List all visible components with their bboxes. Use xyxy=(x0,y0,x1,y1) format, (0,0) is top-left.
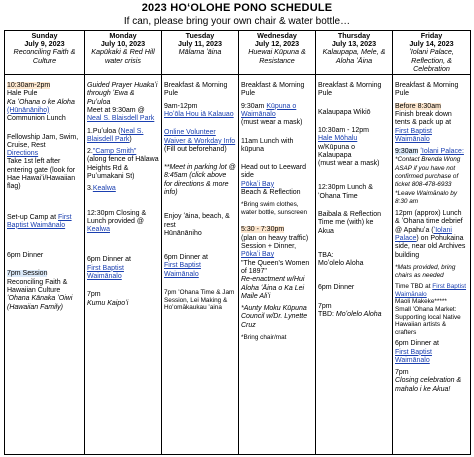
spacer xyxy=(318,172,390,184)
hale-mohalu-link[interactable]: Hale Mōhalu xyxy=(318,135,358,143)
tuesday-workday xyxy=(164,103,236,120)
iolani-palace-link[interactable]: ʻIolani Palace: xyxy=(420,148,464,156)
day-name: Sunday xyxy=(31,31,58,40)
day-theme: Huewai Kūpuna & Resistance xyxy=(248,47,306,65)
stop-label: 3. xyxy=(87,185,93,193)
event-note: (Fill out beforehand) xyxy=(164,145,227,153)
event-label: "The Queen's Women of 1897" xyxy=(241,259,310,275)
event-label: Kalaupapa Wikiō xyxy=(318,108,371,116)
page-title: 2023 HOʻOLOHE PONO SCHEDULE xyxy=(141,2,333,14)
kealwa-link[interactable]: Kealwa xyxy=(92,185,116,193)
friday-pack-up xyxy=(395,103,468,144)
event-note: w/Kūpuna o Kalaupapa xyxy=(318,143,355,159)
stop-label: 2. xyxy=(87,148,93,156)
thursday-dinner xyxy=(318,284,390,292)
event-time: 5:30 - 7:30pm xyxy=(241,226,285,234)
event-label: Maoli Makeke***** xyxy=(395,298,447,306)
event-label: Reconciling Faith & Hawaiian Culture xyxy=(7,278,68,295)
event-label: Breakfast & Morning Pule xyxy=(164,82,228,98)
schedule-table xyxy=(4,30,471,455)
first-baptist-link[interactable]: First Baptist Waimānalo xyxy=(395,127,432,143)
sunday-hale-pule xyxy=(7,82,82,123)
sunday-session xyxy=(7,270,82,311)
monday-stop-2 xyxy=(87,148,159,181)
thursday-tba xyxy=(318,252,390,269)
event-note: *Contact Brenda Wong ASAP if you have not confirmed purchase of ticket 808-478-6933 xyxy=(395,156,461,189)
thursday-breakfast xyxy=(318,82,390,99)
day-name: Monday xyxy=(109,31,137,40)
content-row xyxy=(5,75,471,455)
event-label: Moʻolelo Aloha xyxy=(335,311,382,319)
monday-session xyxy=(87,291,159,308)
monday-dinner xyxy=(87,256,159,281)
event-time: Before 8:30am xyxy=(395,102,441,110)
thursday-lunch xyxy=(318,184,390,201)
event-label: Guided Prayer Huakaʻi through ʻEwa & Puʻuloa xyxy=(87,82,158,106)
event-label: 11am Lunch with kūpuna xyxy=(241,137,294,153)
event-label: Finish break down tents & pack up at xyxy=(395,110,452,127)
event-label: Breakfast & Morning Pule xyxy=(395,82,459,98)
sunday-dinner xyxy=(7,252,82,260)
day-theme: ʻIolani Palace, Reflection, & Celebration xyxy=(409,47,454,73)
event-time: 10:30am - 12pm xyxy=(318,126,369,134)
event-time: 7pm xyxy=(318,302,332,310)
monday-closing xyxy=(87,210,159,235)
kupuna-link[interactable]: Kūpuna o Waimānalo xyxy=(241,102,297,118)
event-label: Time TBD at xyxy=(395,283,431,291)
event-label: Kumu Kaipoʻi xyxy=(87,299,129,307)
kalauao-link[interactable]: Hoʻōla Hou iā Kalauao xyxy=(164,110,234,118)
day-header-friday xyxy=(393,31,471,75)
friday-mats xyxy=(395,264,468,279)
spacer xyxy=(164,242,236,254)
event-label: Fellowship Jam, Swim, Cruise, Rest xyxy=(7,133,79,149)
day-header-thursday xyxy=(316,31,393,75)
day-date: July 9, 2023 xyxy=(24,39,65,49)
spacer xyxy=(87,198,159,210)
event-time: 9am-12pm xyxy=(164,102,198,110)
event-label: Enjoy ʻāina, beach, & rest xyxy=(164,213,230,229)
event-label: 7pm ʻOhana Time & Jam Session, Lei Making & Hoʻomākaukau ʻaina xyxy=(164,289,235,312)
friday-breakfast xyxy=(395,82,468,99)
monday-prayer xyxy=(87,82,159,123)
event-time: 9:30am xyxy=(395,148,419,156)
first-baptist-link[interactable]: First Baptist Waimānalo xyxy=(164,262,201,278)
event-label: TBD: xyxy=(318,311,334,319)
monday-cell xyxy=(85,75,162,455)
directions-link[interactable]: Directions xyxy=(7,150,39,158)
event-label: Head out to Leeward side xyxy=(241,164,306,180)
event-label: 6pm Dinner at xyxy=(87,256,131,264)
event-note: *Leave Waimānalo by 8:30 am xyxy=(395,189,458,205)
wednesday-breakfast xyxy=(241,82,313,99)
day-date: July 10, 2023 xyxy=(100,39,146,49)
event-label: Communion Lunch xyxy=(7,115,66,123)
church-name: Ka ʻOhana o ke Aloha xyxy=(7,98,75,106)
sunday-cell xyxy=(5,75,85,455)
spacer xyxy=(7,234,82,252)
tuesday-enjoy xyxy=(164,213,236,238)
tuesday-meet-note xyxy=(164,164,236,197)
day-name: Thursday xyxy=(337,31,371,40)
event-note: *Bring chair/mat xyxy=(241,334,287,342)
day-theme: Kalaupapa, Mele, & Aloha ʻĀina xyxy=(322,47,386,65)
friday-palace xyxy=(395,148,468,206)
day-date: July 11, 2023 xyxy=(178,39,222,49)
monday-stop-3 xyxy=(87,185,159,193)
wednesday-cell xyxy=(239,75,316,455)
first-baptist-link[interactable]: First Baptist Waimānalo xyxy=(395,283,467,298)
event-label: 6pm Dinner at xyxy=(164,254,208,262)
event-note: (plan on heavy traffic) Session + Dinner, xyxy=(241,234,309,251)
day-theme: Mālama ʻāina xyxy=(178,47,222,57)
event-note: *Bring swim clothes, water bottle, sunscreen xyxy=(241,201,308,216)
day-header-sunday xyxy=(5,31,85,75)
pokai-bay-link[interactable]: Pōkaʻi Bay xyxy=(241,180,275,188)
thursday-cell xyxy=(316,75,393,455)
page-subtitle: If can, please bring your own chair & water bottle… xyxy=(123,16,351,27)
wednesday-beach xyxy=(241,164,313,197)
header-row xyxy=(5,31,471,75)
first-baptist-link[interactable]: First Baptist Waimānalo xyxy=(395,348,432,364)
sunday-fellowship xyxy=(7,134,82,192)
waiver-link[interactable]: Online Volunteer Waiver & Workday Info xyxy=(164,129,236,145)
event-label: Breakfast & Morning Pule xyxy=(241,82,305,98)
monday-stop-1 xyxy=(87,128,159,145)
day-date: July 12, 2023 xyxy=(254,39,300,49)
thursday-session xyxy=(318,303,390,320)
event-label: TBA: xyxy=(318,251,334,259)
first-baptist-link[interactable]: First Baptist Waimānalo xyxy=(87,264,124,281)
event-label: Closing celebration & mahalo i ke Akua! xyxy=(395,377,462,393)
friday-lunch xyxy=(395,210,468,260)
friday-celebration xyxy=(395,369,468,394)
event-label: Baibala & Reflection Time me (with) ke Akua xyxy=(318,210,382,235)
kealwa-link[interactable]: Kealwa xyxy=(87,226,110,234)
stop-label: 1.Puʻuloa ( xyxy=(87,127,121,135)
thursday-wikio xyxy=(318,109,390,117)
event-note: (must wear a mask) xyxy=(241,119,303,127)
day-date: July 13, 2023 xyxy=(331,39,377,49)
event-label: ʻOhana Time xyxy=(318,192,358,200)
tuesday-cell xyxy=(162,75,239,455)
event-label: Hūnānāniho xyxy=(164,229,202,237)
thursday-hale-mohalu xyxy=(318,127,390,168)
day-theme: Kapūkaki & Red Hill water crisis xyxy=(91,47,155,65)
spacer xyxy=(318,240,390,252)
day-theme: Reconciling Faith & Culture xyxy=(13,47,76,65)
event-label: Set-up Camp at xyxy=(7,213,57,221)
friday-market xyxy=(395,283,468,336)
event-label: Beach & Reflection xyxy=(241,188,301,196)
day-name: Friday xyxy=(420,31,443,40)
event-note: *Mats provided, bring chairs as needed xyxy=(395,263,456,279)
event-note: (must wear a mask) xyxy=(318,160,380,168)
friday-dinner xyxy=(395,340,468,365)
event-note: Re-enactment w/Hui Aloha ʻĀina o Ka Lei Maile Aliʻi xyxy=(241,276,305,300)
event-note: Small ʻOhana Market: Supporting local Native Hawaiian artists & crafters xyxy=(395,305,461,336)
tuesday-dinner xyxy=(164,254,236,279)
hunananiho-link[interactable]: (Hūnānāniho) xyxy=(7,106,50,114)
event-time: 7pm Session xyxy=(7,270,48,278)
event-label: 12:30pm Closing & Lunch provided @ xyxy=(87,209,147,225)
stop-note: (along fence of Hālawa Heights Rd & Puʻumakani St) xyxy=(87,156,159,180)
wednesday-bring-chair xyxy=(241,334,313,342)
day-header-wednesday xyxy=(239,31,316,75)
event-label: Breakfast & Morning Pule xyxy=(318,82,382,98)
event-label: 12:30pm Lunch & xyxy=(318,184,373,192)
blaisdell-park-link[interactable]: Neal S. Blaisdell Park xyxy=(87,115,155,123)
spacer xyxy=(318,272,390,284)
wednesday-bring xyxy=(241,201,313,216)
blaisdell-park-link[interactable]: Neal S. Blaisdell Park xyxy=(87,127,144,143)
event-label: 6pm Dinner xyxy=(318,284,355,292)
spacer xyxy=(7,196,82,214)
wednesday-council xyxy=(241,305,313,330)
camp-smith-link[interactable]: "Camp Smith" xyxy=(92,148,137,156)
tuesday-session xyxy=(164,289,236,312)
event-label: Moʻolelo Aloha xyxy=(318,260,364,268)
event-time: 7pm xyxy=(395,369,409,377)
event-time: 9:30am xyxy=(241,102,265,110)
event-label: 12pm (approx) Lunch & ʻOhana time debrief @ Apahuʻa ( xyxy=(395,210,463,234)
tuesday-breakfast xyxy=(164,82,236,99)
first-baptist-link[interactable]: First Baptist Waimānalo xyxy=(7,213,72,229)
event-time: Meet at 9:30am @ xyxy=(87,106,145,114)
day-date: July 14, 2023 xyxy=(409,39,454,49)
day-name: Tuesday xyxy=(185,31,215,40)
stop-close: ) xyxy=(129,135,132,143)
day-header-tuesday xyxy=(162,31,239,75)
event-time: 10:30am-2pm xyxy=(7,82,51,90)
day-header-monday xyxy=(85,31,162,75)
event-note: **Meet in parking lot @ 8:45am (click above for directions & more info) xyxy=(164,164,236,196)
event-label: Hale Pule xyxy=(7,90,38,98)
pokai-bay-link[interactable]: Pōkaʻi Bay xyxy=(241,251,275,259)
spacer xyxy=(164,201,236,213)
sunday-setup xyxy=(7,214,82,231)
event-label: 6pm Dinner at xyxy=(395,340,439,348)
event-time: 7pm xyxy=(87,291,101,299)
tuesday-waiver xyxy=(164,129,236,154)
wednesday-lunch xyxy=(241,138,313,155)
event-note: *Aunty Moku Kūpuna Council w/Dr. Lynette Cruz xyxy=(241,305,308,329)
iolani-palace-link[interactable]: ʻIolani Palace xyxy=(395,226,452,243)
friday-cell xyxy=(393,75,471,455)
event-note: ʻOhana Kānaka ʻOiwi (Hawaiian Family) xyxy=(7,295,73,311)
event-label: ) on Pohukaina side, near old Archives building xyxy=(395,235,466,259)
wednesday-session xyxy=(241,226,313,301)
day-name: Wednesday xyxy=(257,31,297,40)
event-label: 6pm Dinner xyxy=(7,252,44,260)
thursday-baibala xyxy=(318,211,390,236)
wednesday-kupuna xyxy=(241,103,313,128)
event-note: Take 1st left after entering gate (look for Hae Hawaiʻi/Hawaiian flag) xyxy=(7,158,76,191)
spacer xyxy=(87,238,159,256)
